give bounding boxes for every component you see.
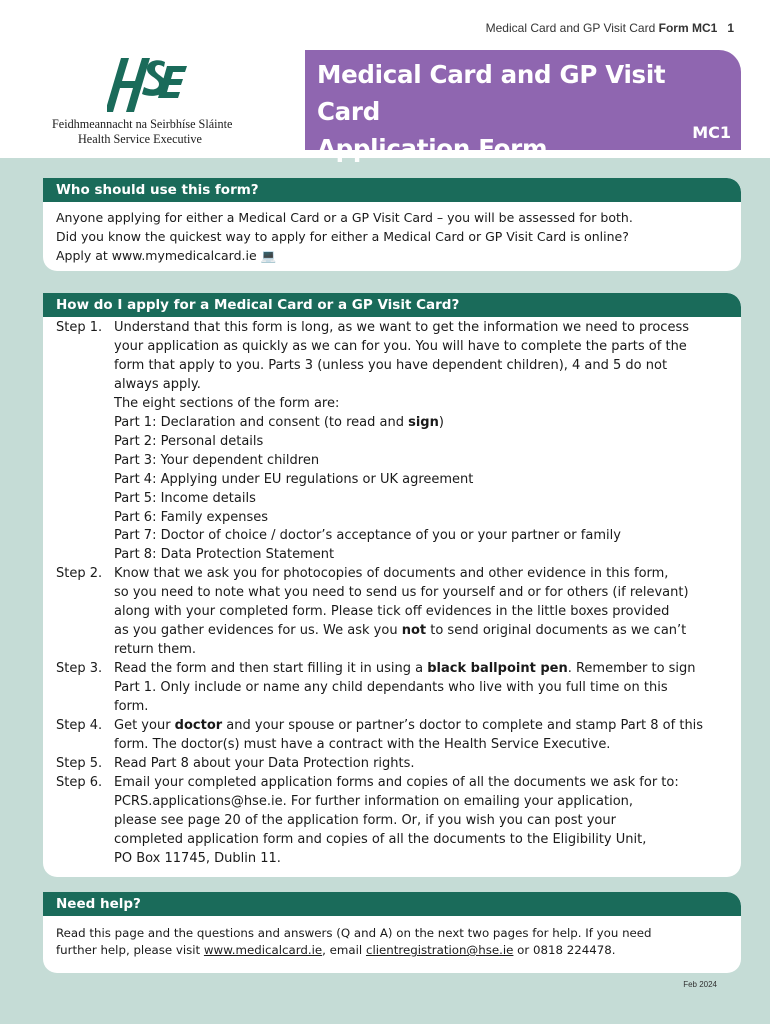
step-line: along with your completed form. Please tick off evidences in the little boxes provided [114,604,670,620]
step-label: Step 4. [56,718,103,734]
how-to-apply-panel [43,293,741,877]
step-line: Know that we ask you for photocopies of documents and other evidence in this form, [114,566,669,582]
step-line: Email your completed application forms and copies of all the documents we ask for to: [114,774,679,790]
part-text: ) [438,414,444,430]
logo-irish-name: Feidhmeannacht na Seirbhíse Sláinte [52,117,233,131]
help-line: Read this page and the questions and answers (Q and A) on the next two pages for help. If you need [56,926,652,940]
step-line: Understand that this form is long, as we want to get the information we need to process [114,320,689,335]
form-title-line1: Medical Card and GP Visit Card [317,60,666,126]
who-line: Did you know the quickest way to apply for either a Medical Card or GP Visit Card is online? [56,229,629,244]
email-link[interactable]: clientregistration@hse.ie [365,943,514,957]
help-text: , email [322,943,366,957]
part-item [114,414,741,433]
step-text [114,717,741,755]
step-label: Step 6. [56,774,103,790]
step-line-text: . Remember to sign [567,661,696,677]
step-line: always apply. [114,376,201,392]
hse-logo [52,56,237,147]
step-line: so you need to note what you need to send us for yourself and or for others (if relevant) [114,585,689,601]
help-text: further help, please visit [56,943,204,957]
step-text [114,755,741,774]
step-line-text: Get your [114,718,175,734]
step-line-text: as you gather evidences for us. We ask you [114,623,402,639]
form-code: Form MC1 [658,21,718,35]
step-line [114,622,741,641]
step-line [114,717,741,736]
step-label: Step 1. [56,320,103,335]
step-6 [56,774,741,869]
medicalcard-link[interactable]: www.medicalcard.ie [203,943,323,957]
part-item: Part 3: Your dependent children [114,452,320,468]
part-bold: sign [408,414,439,430]
step-line-bold: doctor [174,718,223,734]
step-line-bold: black ballpoint pen [427,661,568,677]
part-item: Part 4: Applying under EU regulations or UK agreement [114,471,474,487]
step-label: Step 3. [56,661,103,677]
how-to-apply-body [43,317,741,869]
who-should-use-heading: Who should use this form? [43,178,741,202]
part-item: Part 8: Data Protection Statement [114,547,335,563]
step-5 [56,755,741,774]
step-line: Read Part 8 about your Data Protection rights. [114,755,415,771]
help-line [56,942,728,959]
step-line: form that apply to you. Parts 3 (unless you have dependent children), 4 and 5 do not [114,357,668,373]
step-text [114,660,741,717]
step-line: form. The doctor(s) must have a contract with the Health Service Executive. [114,736,611,752]
form-title-code: MC1 [692,123,731,142]
step-line-text: and your spouse or partner’s doctor to complete and stamp Part 8 of this [222,718,704,734]
part-item: Part 6: Family expenses [114,509,269,525]
step-line: return them. [114,642,197,658]
step-3 [56,660,741,717]
step-line-bold: not [401,623,427,639]
step-line-text: to send original documents as we can’t [426,623,687,639]
running-title: Medical Card and GP Visit Card [485,21,656,35]
step-line: completed application form and copies of all the documents to the Eligibility Unit, [114,831,647,847]
step-text [114,565,741,660]
who-should-use-body [43,202,741,271]
step-line: form. [114,699,149,715]
step-2 [56,565,741,660]
form-title-box [305,50,741,163]
logo-english-name: Health Service Executive [78,132,202,146]
step-line: please see page 20 of the application form. Or, if you wish you can post your [114,812,616,828]
page-number: 1 [727,21,734,35]
who-line: Anyone applying for either a Medical Card or a GP Visit Card – you will be assessed for both. [56,210,633,225]
step-line: Part 1. Only include or name any child dependants who live with you full time on this [114,680,668,696]
how-to-apply-heading: How do I apply for a Medical Card or a GP Visit Card? [43,293,741,317]
step-line: your application as quickly as we can for you. You will have to complete the parts of the [114,338,687,354]
part-item: Part 5: Income details [114,490,256,506]
part-item: Part 2: Personal details [114,433,264,449]
step-label: Step 2. [56,566,103,582]
step-4 [56,717,741,755]
step-line-text: Read the form and then start filling it in using a [114,661,428,677]
step-line: PCRS.applications@hse.ie. For further information on emailing your application, [114,793,634,809]
part-text: Part 1: Declaration and consent (to read and [114,414,409,430]
help-text: or 0818 224478. [513,943,616,957]
step-label: Step 5. [56,755,103,771]
who-should-use-panel [43,178,741,271]
hse-logo-icon [107,56,189,114]
running-header [486,21,734,35]
step-line [114,660,741,679]
who-line: Apply at www.mymedicalcard.ie 💻 [56,248,277,263]
form-title-line2: Application Form [317,134,548,163]
need-help-body [43,916,741,965]
step-1 [56,319,741,565]
need-help-panel [43,892,741,973]
need-help-heading: Need help? [43,892,741,916]
step-line: The eight sections of the form are: [114,395,340,411]
step-text [114,774,741,869]
footer-date: Feb 2024 [683,980,717,989]
step-line: PO Box 11745, Dublin 11. [114,850,281,866]
part-item: Part 7: Doctor of choice / doctor’s acceptance of you or your partner or family [114,528,621,544]
step-text [114,319,741,565]
